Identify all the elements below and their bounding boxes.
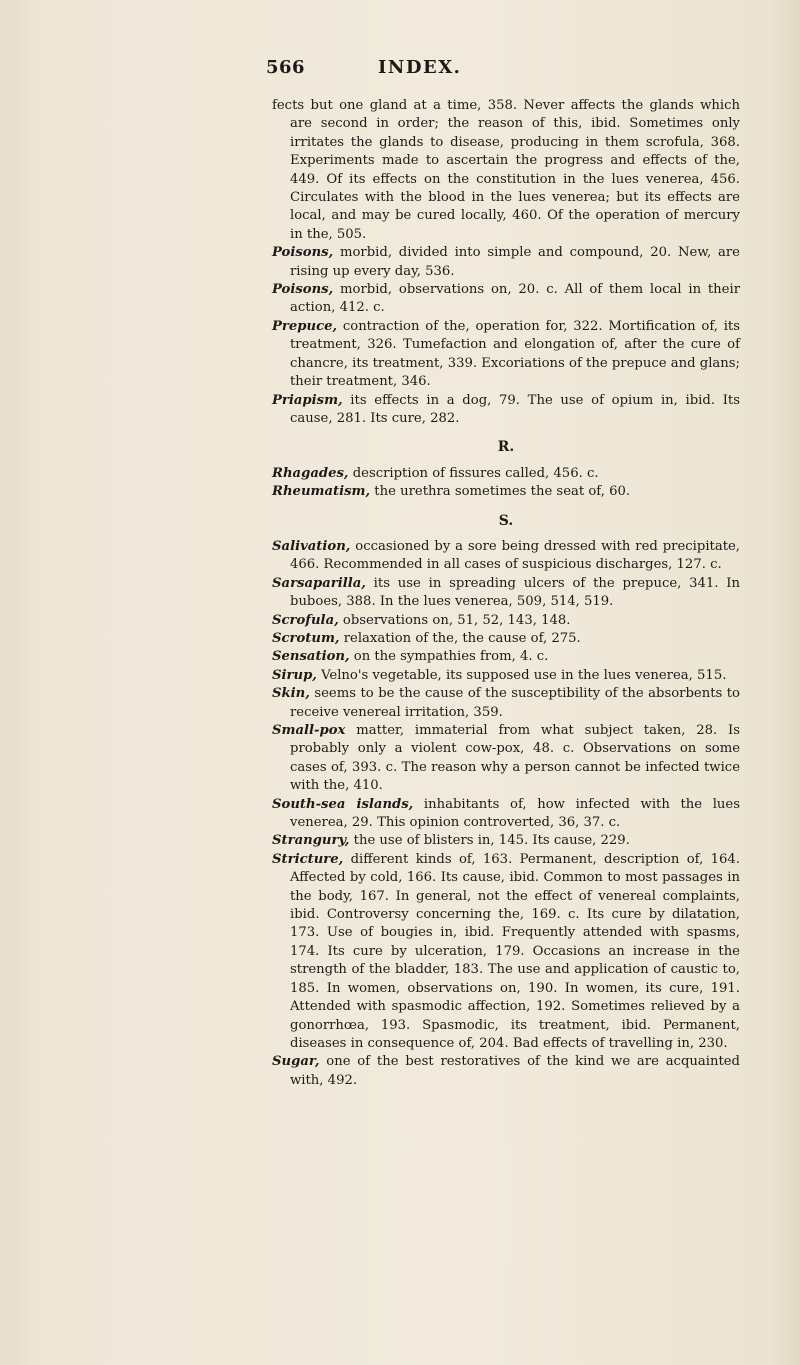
index-group-p — [272, 97, 740, 428]
index-entry — [272, 281, 740, 318]
index-entry — [272, 667, 740, 685]
index-entry — [272, 575, 740, 612]
index-entry — [272, 685, 740, 722]
index-term: Sirup, — [272, 667, 317, 683]
index-term: Small-pox — [272, 723, 346, 738]
index-body — [272, 97, 740, 1090]
index-text: contraction of the, operation for, 322. Mortification of, its treatment, 326. Tumefaction and elongation of, after the cure of chancre, its treatment, 339. Excoriations of the prepuce and glans; their treatment, 346. — [290, 318, 740, 390]
index-text: description of fissures called, 456. c. — [348, 465, 599, 481]
index-entry — [272, 648, 740, 666]
index-text: observations on, 51, 52, 143, 148. — [338, 612, 571, 628]
index-text: morbid, divided into simple and compound, 20. New, are rising up every day, 536. — [290, 245, 740, 279]
index-text: seems to be the cause of the susceptibility of the absorbents to receive venereal irritation, 359. — [290, 686, 740, 720]
index-term: South-sea islands, — [272, 796, 414, 812]
index-text: matter, immaterial from what subject taken, 28. Is probably only a violent cow-pox, 48. c. Observations on some cases of, 393. c. The reason why a person cannot be infected twice with the, 410. — [290, 723, 740, 794]
index-entry — [272, 318, 740, 392]
index-term: Strangury, — [272, 833, 350, 849]
index-group-s — [272, 538, 740, 1090]
index-term: Poisons, — [272, 245, 334, 261]
index-entry — [272, 392, 740, 429]
section-letter-r: R. — [497, 439, 515, 456]
index-term: Sarsaparilla, — [272, 575, 366, 591]
index-term: Prepuce, — [272, 318, 338, 334]
index-text: occasioned by a sore being dressed with red precipitate, 466. Recommended in all cases of suspicious discharges, 127. c. — [290, 538, 740, 573]
index-term: Poisons, — [272, 282, 334, 298]
index-text: the use of blisters in, 145. Its cause, 229. — [349, 833, 630, 849]
index-text: its use in spreading ulcers of the prepuce, 341. In buboes, 388. In the lues venerea, 509, 514, 519. — [290, 575, 740, 610]
index-entry — [272, 612, 740, 630]
index-text: Velno's vegetable, its supposed use in the lues venerea, 515. — [316, 667, 727, 683]
index-term: Sugar, — [272, 1054, 320, 1070]
index-entry — [272, 465, 740, 483]
index-entry — [272, 851, 740, 1053]
index-group-r — [272, 465, 740, 502]
running-head: INDEX. — [378, 57, 462, 78]
index-entry — [272, 538, 740, 575]
index-term: Stricture, — [272, 851, 344, 867]
index-term: Sensation, — [272, 649, 350, 665]
index-text: different kinds of, 163. Permanent, description of, 164. Affected by cold, 166. Its cause, ibid. Common to most passages in the body, 167. In general, not the effect of venereal complaints, ibid. Controversy concerning the, 169. c. Its cure by dilatation, 173. Use of bougies in, ibid. Frequently attended with spasms, 174. Its cure by ulceration, 179. Occasions an increase in the strength of the bladder, 183. The use and application of caustic to, 185. In women, observations on, 190. In women, its cure, 191. Attended with spasmodic affection, 192. Sometimes relieved by a gonorrhœa, 193. Spasmodic, its treatment, ibid. Permanent, diseases in consequence of, 204. Bad effects of travelling in, 230. — [290, 851, 740, 1051]
index-entry — [272, 630, 740, 648]
index-term: Skin, — [272, 686, 310, 702]
index-text: inhabitants of, how infected with the lues venerea, 29. This opinion controverted, 36, 37. c. — [290, 796, 740, 831]
index-entry — [272, 244, 740, 281]
section-letter-s: S. — [498, 512, 514, 529]
index-entry — [272, 832, 740, 850]
index-entry — [272, 722, 740, 796]
index-text: on the sympathies from, 4. c. — [349, 649, 549, 665]
index-entry — [272, 1053, 740, 1090]
index-entry — [272, 796, 740, 833]
index-text: its effects in a dog, 79. The use of opium in, ibid. Its cause, 281. Its cure, 282. — [290, 392, 740, 426]
index-term: Salivation, — [272, 538, 351, 554]
index-entry — [272, 97, 740, 244]
page-header — [0, 57, 800, 87]
index-entry — [272, 483, 740, 501]
index-term: Rhagades, — [272, 465, 349, 481]
index-text: morbid, observations on, 20. c. All of them local in their action, 412. c. — [290, 282, 740, 316]
index-term: Scrofula, — [272, 612, 339, 628]
index-term: Priapism, — [272, 392, 343, 408]
page-number: 566 — [266, 57, 306, 78]
index-text: relaxation of the, the cause of, 275. — [339, 630, 581, 646]
index-text: the urethra sometimes the seat of, 60. — [370, 484, 631, 500]
index-text: one of the best restoratives of the kind we are acquainted with, 492. — [290, 1054, 740, 1088]
index-text: fects but one gland at a time, 358. Never affects the glands which are second in order; the reason of this, ibid. Sometimes only irritates the glands to disease, producing in them scrofula, 368. Experiments made to ascertain the progress and effects of the, 449. Of its effects on the constitution in the lues venerea, 456. Circulates with the blood in the lues venerea; but its effects are local, and may be cured locally, 460. Of the operation of mercury in the, 505. — [272, 98, 740, 242]
index-term: Scrotum, — [272, 630, 340, 646]
index-term: Rheumatism, — [272, 484, 371, 500]
